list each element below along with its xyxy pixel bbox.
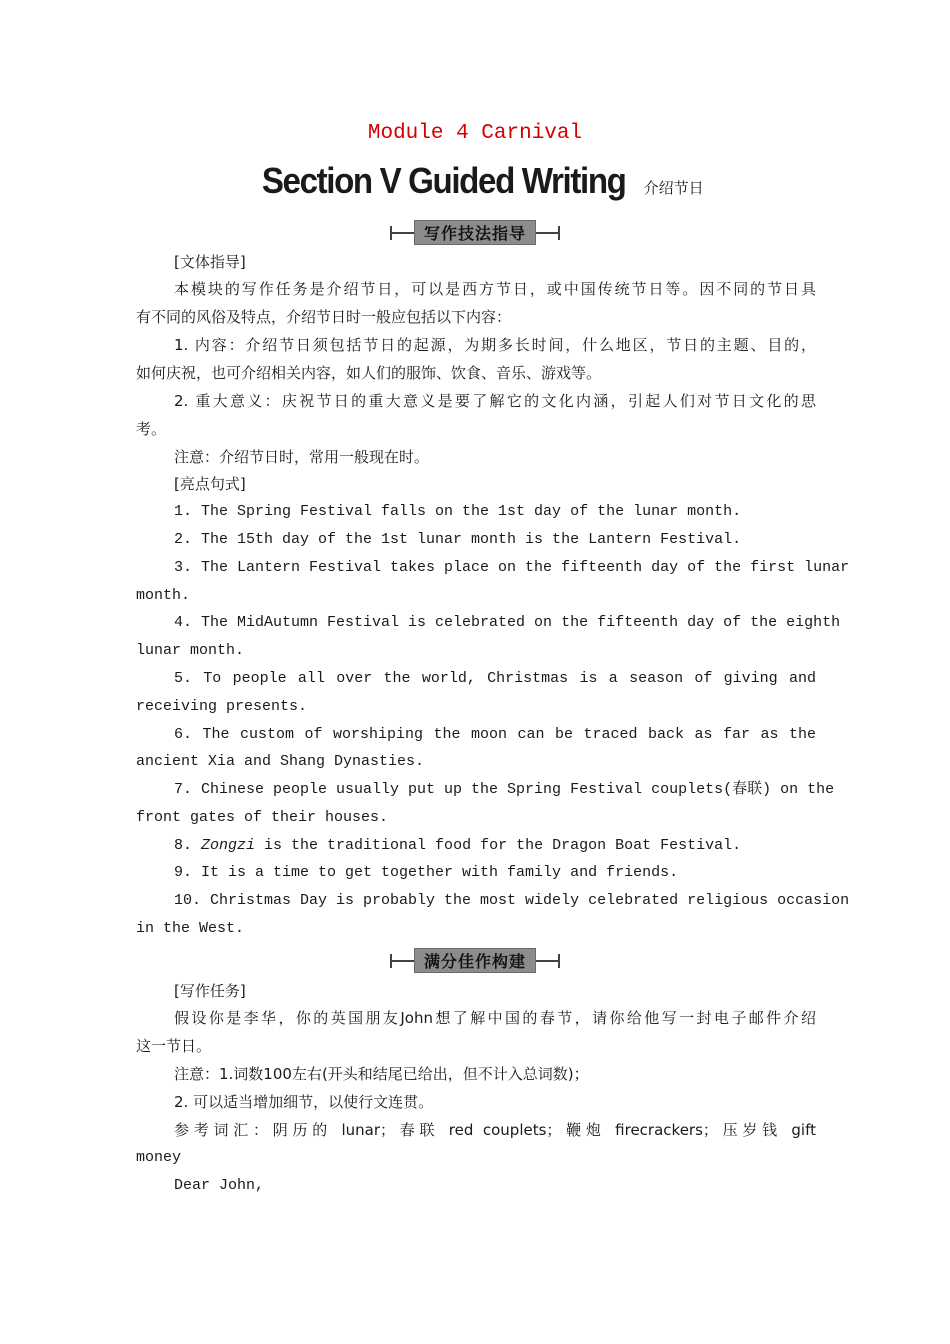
sentence-item: front gates of their houses. [136,809,389,826]
sentence-item: 7. Chinese people usually put up the Spring Festival couplets(春联) on the [174,781,835,798]
module-title: Module 4 Carnival [367,122,583,145]
highlight-heading: [亮点句式] [174,475,246,493]
sentence-item: ancient Xia and Shang Dynasties. [136,753,425,770]
task-text: 假设你是李华，你的英国朋友John想了解中国的春节，请你给他写一封电子邮件介绍 [174,1009,816,1027]
sentence-item: 3. The Lantern Festival takes place on the fifteenth day of the first lunar [174,559,850,576]
vocab-text: 参考词汇：阴历的 lunar；春联 red couplets；鞭炮 firecrackers；压岁钱 gift [174,1121,816,1139]
banner-writing-technique [0,220,950,245]
sentence-text: is the traditional food for the Dragon Boat Festival. [255,837,742,854]
sentence-item: 4. The MidAutumn Festival is celebrated on the fifteenth day of the eighth [174,614,841,631]
sentence-item: 6. The custom of worshiping the moon can be traced back as far as the [174,726,816,743]
sentence-item: in the West. [136,920,245,937]
vocab-text: money [136,1149,182,1166]
list-item: 2. 重大意义：庆祝节日的重大意义是要了解它的文化内涵，引起人们对节日文化的思 [174,392,816,410]
banner-right-bracket [536,960,560,962]
list-item: 1. 内容：介绍节日须包括节日的起源，为期多长时间，什么地区，节日的主题、目的， [174,336,816,354]
section-title [0,160,950,202]
italic-term: Zongzi [201,837,256,854]
task-text: 这一节日。 [136,1037,212,1055]
sentence-item [174,836,816,856]
banner-label: 满分佳作构建 [414,948,536,973]
style-guide-heading: [文体指导] [174,253,246,271]
sentence-item: month. [136,587,191,604]
section-title-main: Section V Guided Writing [262,160,626,201]
intro-text: 有不同的风俗及特点，介绍节日时一般应包括以下内容： [136,308,512,326]
banner-right-bracket [536,232,560,234]
note-text: 2. 可以适当增加细节，以使行文连贯。 [174,1093,434,1111]
banner-model-essay [0,948,950,973]
sentence-item: 1. The Spring Festival falls on the 1st day of the lunar month. [174,503,742,520]
note-text: 注意：介绍节日时，常用一般现在时。 [174,448,430,466]
section-title-sub: 介绍节日 [643,179,704,197]
list-item: 考。 [136,420,167,438]
sentence-item: 5. To people all over the world, Christmas is a season of giving and [174,670,816,687]
banner-left-bracket [390,232,414,234]
note-text: 注意：1.词数100左右(开头和结尾已给出，但不计入总词数)； [174,1065,589,1083]
banner-left-bracket [390,960,414,962]
sentence-item: 9. It is a time to get together with family and friends. [174,864,679,881]
list-item: 如何庆祝，也可介绍相关内容，如人们的服饰、饮食、音乐、游戏等。 [136,364,602,382]
intro-text: 本模块的写作任务是介绍节日，可以是西方节日，或中国传统节日等。因不同的节日具 [174,280,816,298]
sentence-number: 8. [174,837,202,854]
sentence-item: 10. Christmas Day is probably the most widely celebrated religious occasion [174,892,850,909]
sentence-item: lunar month. [136,642,245,659]
sentence-item: 2. The 15th day of the 1st lunar month is the Lantern Festival. [174,531,742,548]
banner-label: 写作技法指导 [414,220,536,245]
sentence-item: receiving presents. [136,698,308,715]
letter-greeting: Dear John, [174,1177,265,1194]
task-heading: [写作任务] [174,982,246,1000]
